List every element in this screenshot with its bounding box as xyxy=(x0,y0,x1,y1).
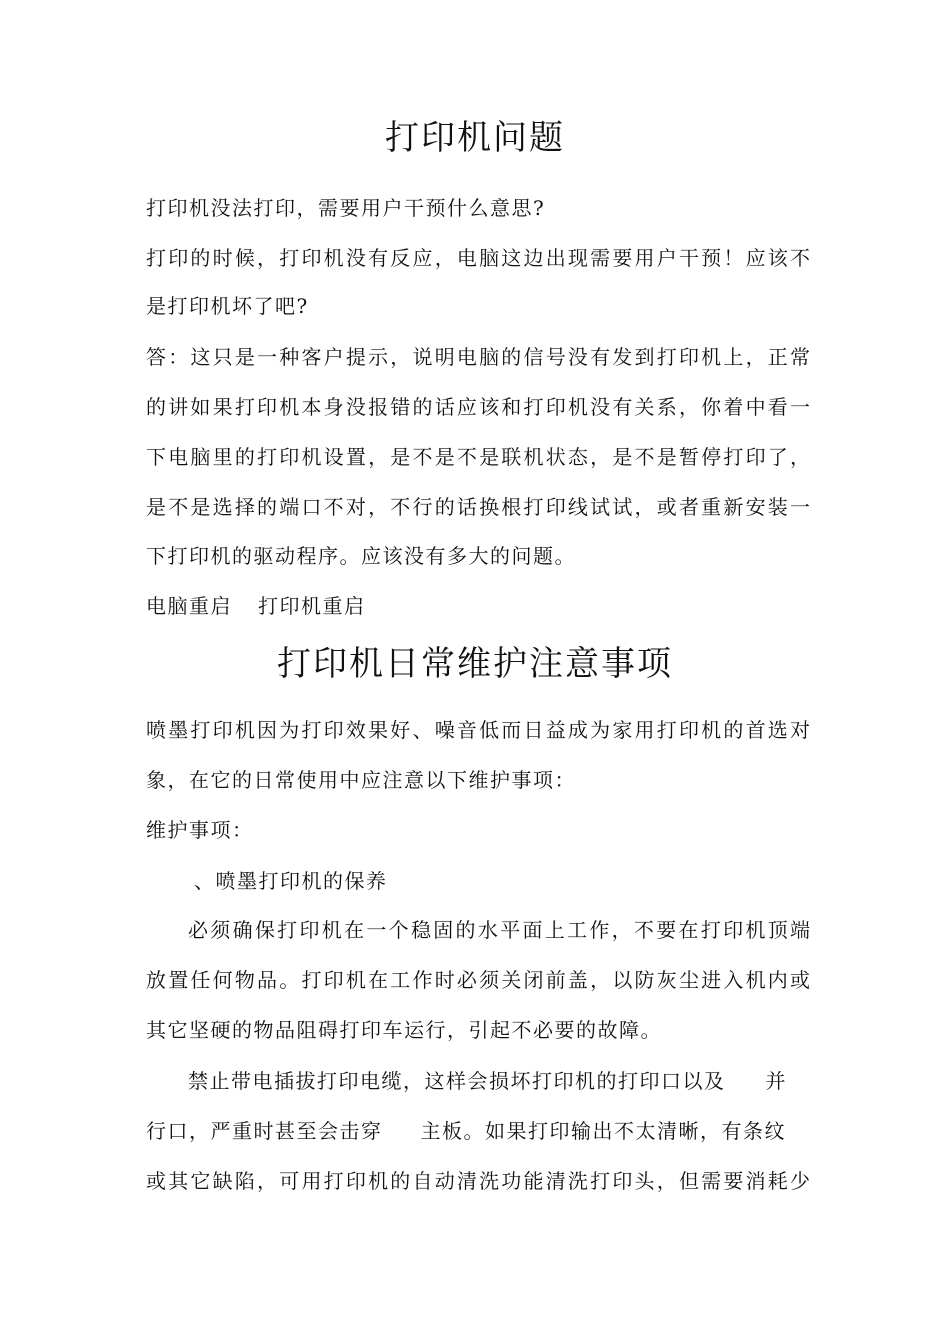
restart-computer-text: 电脑重启 xyxy=(146,594,232,618)
paragraph2-line-1-end: 并 xyxy=(765,1069,787,1093)
intro-line-1: 喷墨打印机因为打印效果好、噪音低而日益成为家用打印机的首选对 xyxy=(146,718,810,742)
section2-title: 打印机日常维护注意事项 xyxy=(277,644,673,684)
paragraph1-line-1: 必须确保打印机在一个稳固的水平面上工作，不要在打印机顶端 xyxy=(188,918,810,942)
paragraph2-line-2-end: 主板。如果打印输出不太清晰，有条纹 xyxy=(420,1119,786,1143)
paragraph1-line-2: 放置任何物品。打印机在工作时必须关闭前盖，以防灰尘进入机内或 xyxy=(146,968,810,992)
paragraph2-line-2 xyxy=(146,1117,810,1145)
paragraph1-line-3: 其它坚硬的物品阻碍打印车运行，引起不必要的故障。 xyxy=(146,1018,662,1042)
items-label: 维护事项： xyxy=(146,818,254,842)
section1-title: 打印机问题 xyxy=(385,118,565,158)
answer-line-3: 下电脑里的打印机设置，是不是不是联机状态，是不是暂停打印了， xyxy=(146,445,810,469)
intro-line-2: 象，在它的日常使用中应注意以下维护事项： xyxy=(146,768,576,792)
item-heading: 、喷墨打印机的保养 xyxy=(194,869,388,893)
answer-line-1: 答：这只是一种客户提示，说明电脑的信号没有发到打印机上，正常 xyxy=(146,345,810,369)
answer-line-5: 下打印机的驱动程序。应该没有多大的问题。 xyxy=(146,544,576,568)
paragraph2-line-1-main: 禁止带电插拔打印电缆，这样会损坏打印机的打印口以及 xyxy=(188,1069,726,1093)
restart-line xyxy=(146,592,810,620)
restart-printer-text: 打印机重启 xyxy=(258,594,366,618)
description-line-1: 打印的时候，打印机没有反应，电脑这边出现需要用户干预！应该不 xyxy=(146,246,810,270)
answer-line-2: 的讲如果打印机本身没报错的话应该和打印机没有关系，你着中看一 xyxy=(146,395,810,419)
paragraph2-line-3: 或其它缺陷，可用打印机的自动清洗功能清洗打印头，但需要消耗少 xyxy=(146,1169,810,1193)
description-line-2: 是打印机坏了吧? xyxy=(146,294,309,318)
paragraph2-line-2-start: 行口，严重时甚至会击穿 xyxy=(146,1119,383,1143)
question-line: 打印机没法打印，需要用户干预什么意思? xyxy=(146,196,546,220)
paragraph2-line-1 xyxy=(188,1067,810,1095)
answer-line-4: 是不是选择的端口不对，不行的话换根打印线试试，或者重新安装一 xyxy=(146,495,810,519)
